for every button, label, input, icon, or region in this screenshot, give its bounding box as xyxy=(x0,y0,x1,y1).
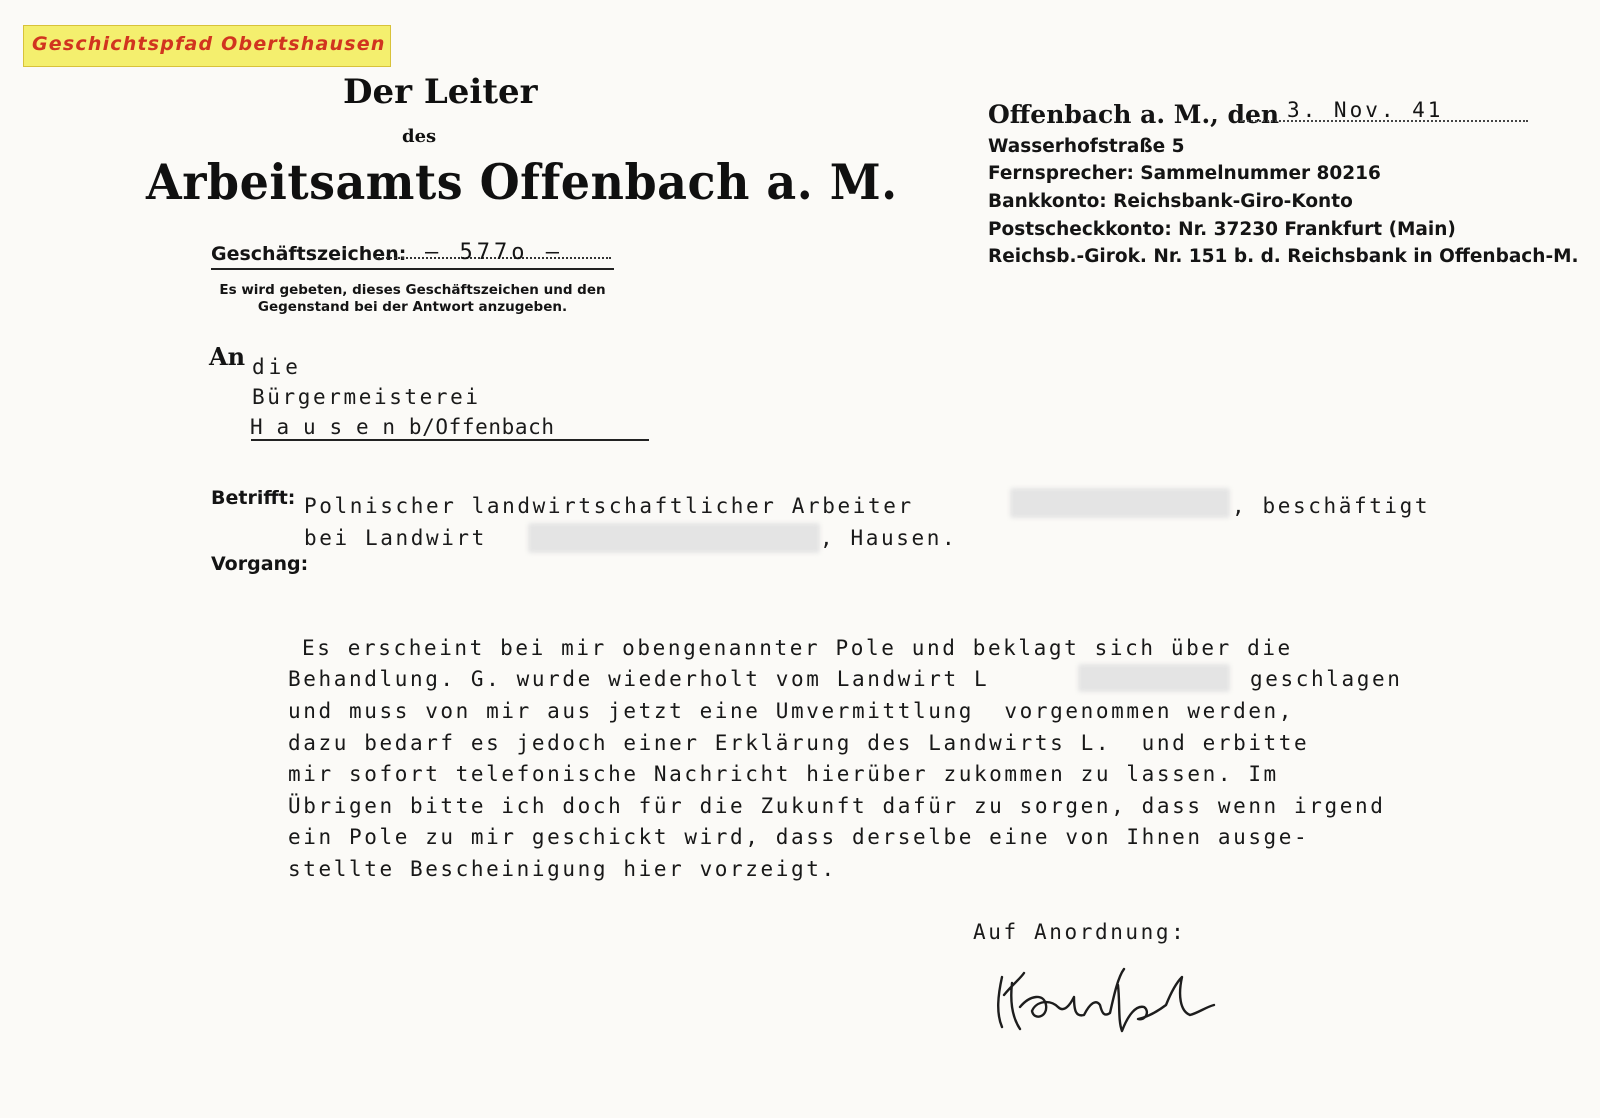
reference-label: Geschäftszeichen: xyxy=(211,243,407,265)
reference-value: – 577o – xyxy=(425,240,563,265)
body-line-6: Übrigen bitte ich doch für die Zukunft dafür zu sorgen, dass wenn irgend xyxy=(288,794,1386,818)
subject-line-2a: bei Landwirt xyxy=(304,526,487,550)
subject-line-2b: , Hausen. xyxy=(820,526,958,550)
body-line-1: Es erscheint bei mir obengenannter Pole und beklagt sich über die xyxy=(302,636,1293,660)
subject-line-1b: , beschäftigt xyxy=(1232,494,1431,518)
sender-bank: Bankkonto: Reichsbank-Giro-Konto xyxy=(988,191,1353,212)
body-line-2a: Behandlung. G. wurde wiederholt vom Landwirt L xyxy=(288,667,990,691)
reference-rule xyxy=(211,268,614,270)
sender-street: Wasserhofstraße 5 xyxy=(988,136,1185,157)
body-line-7: ein Pole zu mir geschickt wird, dass derselbe eine von Ihnen ausge- xyxy=(288,825,1310,849)
address-line-1: die xyxy=(252,355,302,379)
redacted-farmer-name xyxy=(528,523,820,553)
trail-label-text: Geschichtspfad Obertshausen xyxy=(32,33,386,55)
body-line-5: mir sofort telefonische Nachricht hierüber zukommen zu lassen. Im xyxy=(288,762,1279,786)
subject-line-1a: Polnischer landwirtschaftlicher Arbeiter xyxy=(304,494,914,518)
closing-order: Auf Anordnung: xyxy=(973,920,1187,944)
body-line-4: dazu bedarf es jedoch einer Erklärung des Landwirts L. und erbitte xyxy=(288,731,1310,755)
sender-phone: Fernsprecher: Sammelnummer 80216 xyxy=(988,163,1381,184)
address-underline xyxy=(251,439,649,441)
sender-postcheck: Postscheckkonto: Nr. 37230 Frankfurt (Main) xyxy=(988,219,1456,240)
signature xyxy=(990,955,1230,1045)
redacted-worker-name xyxy=(1010,488,1230,518)
letterhead-office: Arbeitsamts Offenbach a. M. xyxy=(146,153,898,211)
address-prefix: An xyxy=(209,342,246,371)
address-line-2: Bürgermeisterei xyxy=(252,385,481,409)
reference-note: Es wird gebeten, dieses Geschäftszeichen und den Gegenstand bei der Antwort anzugeben. xyxy=(219,282,606,315)
sender-location: Offenbach a. M., den xyxy=(988,100,1280,129)
body-line-8: stellte Bescheinigung hier vorzeigt. xyxy=(288,857,837,881)
subject-label: Betrifft: xyxy=(211,487,296,509)
trail-label xyxy=(23,25,391,67)
vorgang-label: Vorgang: xyxy=(211,553,309,575)
letter-date: 3. Nov. 41 xyxy=(1287,98,1444,122)
redacted-farmer-name-body xyxy=(1078,664,1230,692)
body-line-3: und muss von mir aus jetzt eine Umvermittlung vorgenommen werden, xyxy=(288,699,1295,723)
letterhead-des: des xyxy=(402,126,437,147)
letterhead-title: Der Leiter xyxy=(343,72,538,112)
sender-reichsbank: Reichsb.-Girok. Nr. 151 b. d. Reichsbank in Offenbach-M. xyxy=(988,246,1579,267)
address-line-3: H a u s e n b/Offenbach xyxy=(250,415,555,439)
body-line-2b: geschlagen xyxy=(1250,667,1403,691)
